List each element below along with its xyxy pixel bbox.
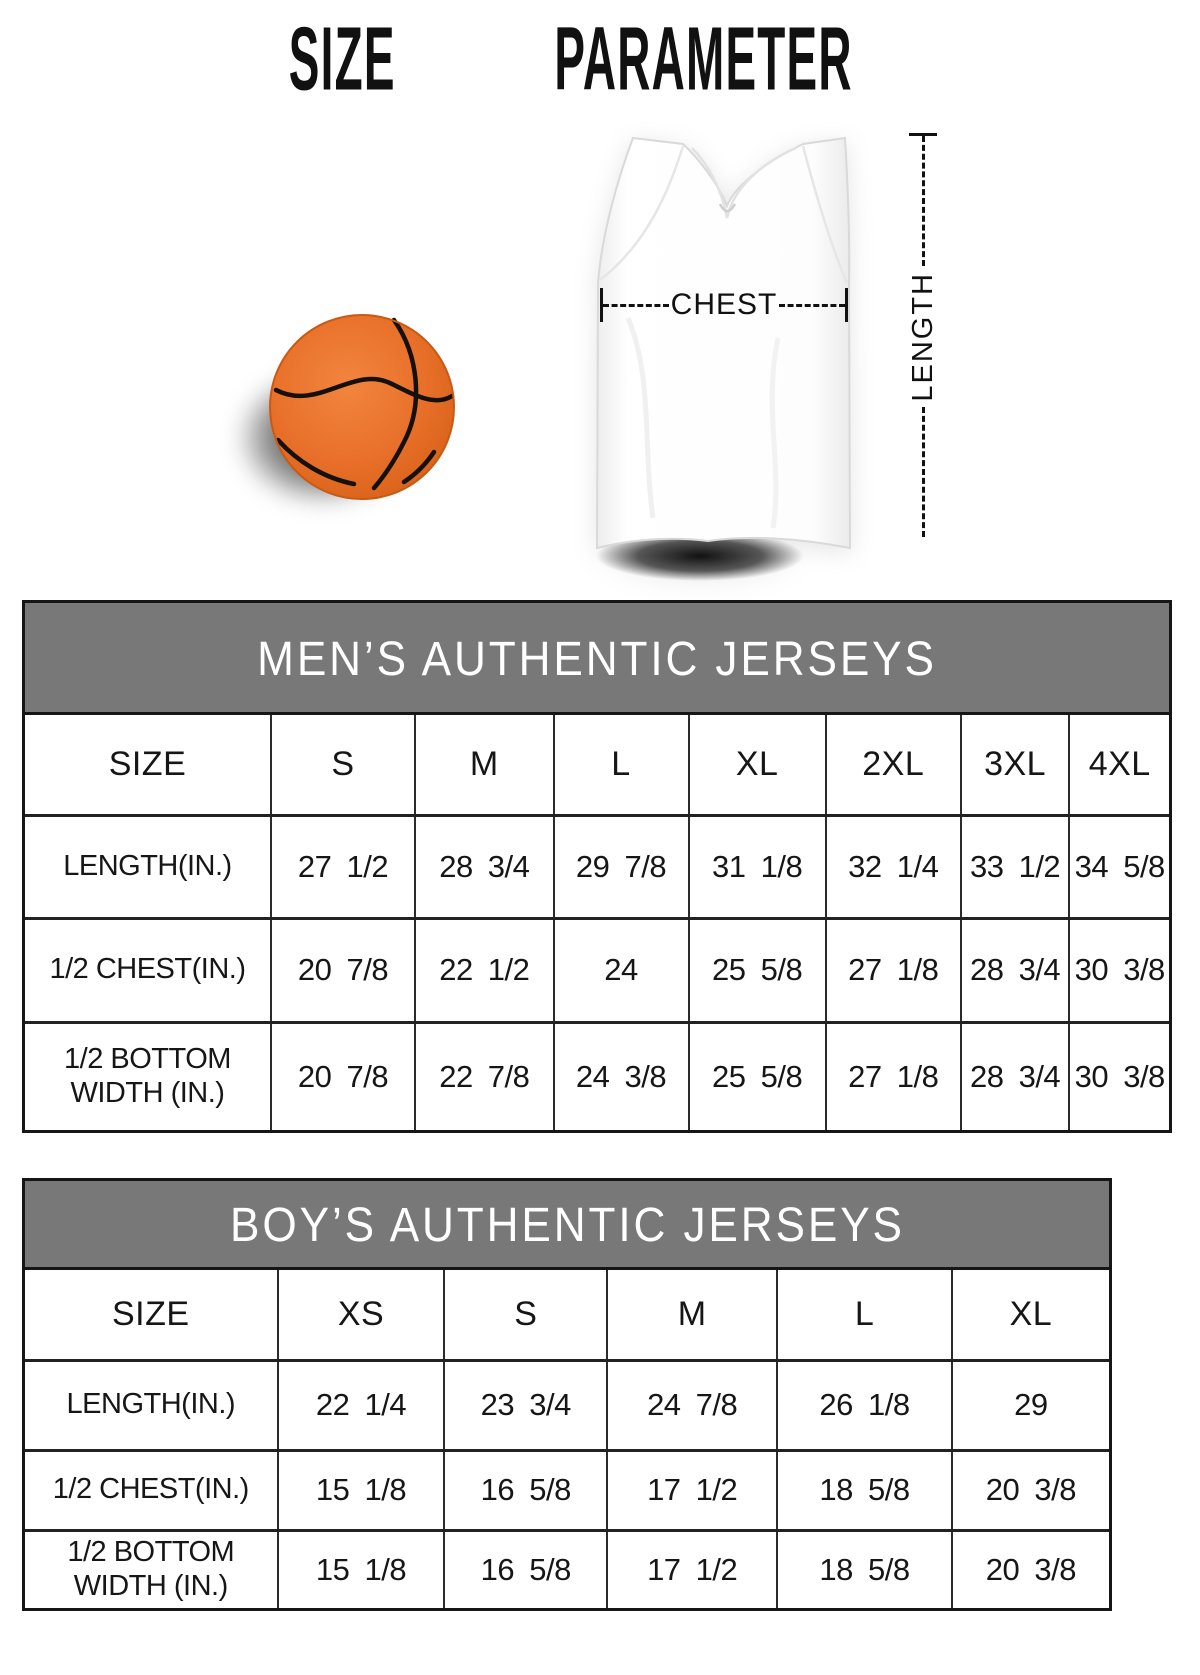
value-cell: 28 3/4 bbox=[961, 918, 1070, 1022]
boys-chest-row bbox=[25, 1450, 1109, 1530]
value-cell: 29 7/8 bbox=[554, 815, 689, 918]
boys-col-header: XL bbox=[952, 1270, 1109, 1360]
mens-bottom-width-row bbox=[25, 1022, 1169, 1130]
value-cell: 15 1/8 bbox=[278, 1530, 445, 1608]
mens-col-header: SIZE bbox=[25, 715, 271, 815]
row-label: 1/2 BOTTOM WIDTH (IN.) bbox=[25, 1022, 271, 1130]
mens-col-header: L bbox=[554, 715, 689, 815]
mens-col-header: 3XL bbox=[961, 715, 1070, 815]
value-cell: 27 1/2 bbox=[271, 815, 415, 918]
mens-header-row bbox=[25, 715, 1169, 815]
mens-col-header: M bbox=[415, 715, 553, 815]
boys-table-title: BOY’S AUTHENTIC JERSEYS bbox=[229, 1196, 905, 1252]
value-cell: 26 1/8 bbox=[777, 1360, 952, 1450]
value-cell: 16 5/8 bbox=[444, 1530, 607, 1608]
value-cell: 18 5/8 bbox=[777, 1450, 952, 1530]
value-cell: 22 1/4 bbox=[278, 1360, 445, 1450]
boys-length-row bbox=[25, 1360, 1109, 1450]
value-cell: 28 3/4 bbox=[415, 815, 553, 918]
value-cell: 30 3/8 bbox=[1069, 918, 1169, 1022]
jersey-image bbox=[558, 118, 858, 588]
mens-table-header-band bbox=[25, 603, 1169, 715]
chest-dash-left bbox=[603, 304, 669, 307]
mens-col-header: 2XL bbox=[826, 715, 961, 815]
boys-col-header: S bbox=[444, 1270, 607, 1360]
mens-col-header: 4XL bbox=[1069, 715, 1169, 815]
boys-col-header: XS bbox=[278, 1270, 445, 1360]
value-cell: 32 1/4 bbox=[826, 815, 961, 918]
length-dash-top bbox=[922, 136, 925, 266]
value-cell: 25 5/8 bbox=[689, 918, 826, 1022]
page-title-word-2: PARAMETER bbox=[554, 7, 853, 110]
boys-header-row bbox=[25, 1270, 1109, 1360]
row-label: 1/2 BOTTOM WIDTH (IN.) bbox=[25, 1530, 278, 1608]
row-label: 1/2 CHEST(IN.) bbox=[25, 918, 271, 1022]
value-cell: 16 5/8 bbox=[444, 1450, 607, 1530]
value-cell: 17 1/2 bbox=[607, 1450, 777, 1530]
page-title bbox=[0, 7, 1200, 110]
value-cell: 22 1/2 bbox=[415, 918, 553, 1022]
mens-table-title: MEN’S AUTHENTIC JERSEYS bbox=[257, 630, 937, 685]
value-cell: 20 7/8 bbox=[271, 918, 415, 1022]
value-cell: 17 1/2 bbox=[607, 1530, 777, 1608]
value-cell: 24 3/8 bbox=[554, 1022, 689, 1130]
mens-size-table bbox=[25, 715, 1169, 1130]
row-label: LENGTH(IN.) bbox=[25, 1360, 278, 1450]
boys-table-header-band bbox=[25, 1181, 1109, 1270]
row-label: 1/2 CHEST(IN.) bbox=[25, 1450, 278, 1530]
length-label: LENGTH bbox=[906, 271, 939, 402]
value-cell: 24 bbox=[554, 918, 689, 1022]
mens-col-header: XL bbox=[689, 715, 826, 815]
boys-col-header: SIZE bbox=[25, 1270, 278, 1360]
value-cell: 27 1/8 bbox=[826, 918, 961, 1022]
value-cell: 20 7/8 bbox=[271, 1022, 415, 1130]
chest-dash-right bbox=[779, 304, 845, 307]
chest-label: CHEST bbox=[670, 288, 778, 321]
value-cell: 15 1/8 bbox=[278, 1450, 445, 1530]
length-measure-line bbox=[906, 133, 940, 537]
mens-length-row bbox=[25, 815, 1169, 918]
boys-col-header: M bbox=[607, 1270, 777, 1360]
value-cell: 33 1/2 bbox=[961, 815, 1070, 918]
value-cell: 27 1/8 bbox=[826, 1022, 961, 1130]
mens-chest-row bbox=[25, 918, 1169, 1022]
chest-tick-right bbox=[845, 288, 848, 322]
length-dash-bottom bbox=[922, 407, 925, 537]
value-cell: 23 3/4 bbox=[444, 1360, 607, 1450]
value-cell: 24 7/8 bbox=[607, 1360, 777, 1450]
value-cell: 34 5/8 bbox=[1069, 815, 1169, 918]
boys-size-table bbox=[25, 1270, 1109, 1608]
boys-size-table-section bbox=[22, 1178, 1112, 1611]
value-cell: 22 7/8 bbox=[415, 1022, 553, 1130]
basketball-icon bbox=[266, 312, 458, 502]
value-cell: 20 3/8 bbox=[952, 1530, 1109, 1608]
row-label: LENGTH(IN.) bbox=[25, 815, 271, 918]
boys-col-header: L bbox=[777, 1270, 952, 1360]
value-cell: 30 3/8 bbox=[1069, 1022, 1169, 1130]
chest-measure-line bbox=[600, 288, 848, 322]
value-cell: 25 5/8 bbox=[689, 1022, 826, 1130]
value-cell: 31 1/8 bbox=[689, 815, 826, 918]
mens-size-table-section bbox=[22, 600, 1172, 1133]
value-cell: 28 3/4 bbox=[961, 1022, 1070, 1130]
value-cell: 18 5/8 bbox=[777, 1530, 952, 1608]
mens-col-header: S bbox=[271, 715, 415, 815]
value-cell: 29 bbox=[952, 1360, 1109, 1450]
value-cell: 20 3/8 bbox=[952, 1450, 1109, 1530]
page-title-word-1: SIZE bbox=[288, 7, 396, 110]
boys-bottom-width-row bbox=[25, 1530, 1109, 1608]
